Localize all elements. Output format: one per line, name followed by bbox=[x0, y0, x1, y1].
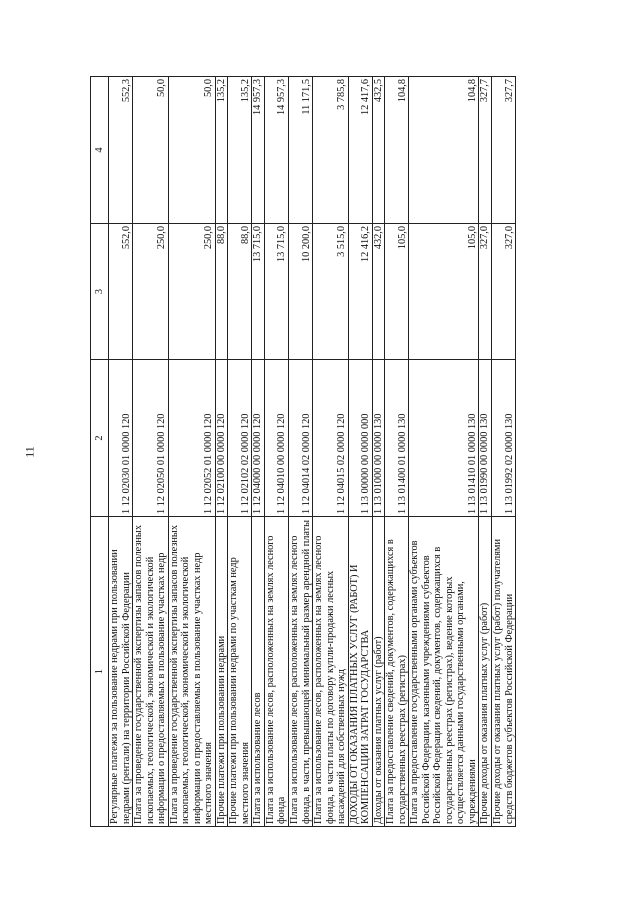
revenue-table bbox=[90, 76, 516, 827]
row-name: Доходы от оказания платных услуг (работ) bbox=[372, 517, 385, 827]
table-row bbox=[228, 77, 252, 827]
row-value-col4: 11 171,5 bbox=[288, 77, 312, 224]
row-value-col3: 88,0 bbox=[215, 224, 228, 360]
row-value-col4: 104,8 bbox=[385, 77, 409, 224]
table-row bbox=[252, 77, 265, 827]
row-value-col3: 88,0 bbox=[228, 224, 252, 360]
table-row bbox=[372, 77, 385, 827]
table-header-row bbox=[91, 77, 109, 827]
column-header: 1 bbox=[91, 517, 109, 827]
table-row bbox=[168, 77, 215, 827]
row-code: 1 13 01990 00 0000 130 bbox=[479, 360, 492, 517]
row-value-col3: 13 715,0 bbox=[264, 224, 288, 360]
row-value-col3: 552,0 bbox=[109, 224, 133, 360]
row-value-col4: 135,2 bbox=[228, 77, 252, 224]
row-name: Плата за использование лесов bbox=[252, 517, 265, 827]
row-code: 1 12 04000 00 0000 120 bbox=[252, 360, 265, 517]
row-name: Плата за проведение государственной экспертизы запасов полезных ископаемых, геологической, экономической и экологической информации о предоставляемых в пользование участках недр местного значения bbox=[168, 517, 215, 827]
row-name: Прочие доходы от оказания платных услуг (работ) получателями средств бюджетов субъектов Российской Федерации bbox=[492, 517, 516, 827]
row-value-col4: 12 417,6 bbox=[348, 77, 372, 224]
row-value-col3: 250,0 bbox=[168, 224, 215, 360]
row-name: Прочие доходы от оказания платных услуг (работ) bbox=[479, 517, 492, 827]
table-row bbox=[288, 77, 312, 827]
table-row bbox=[348, 77, 372, 827]
row-name: ДОХОДЫ ОТ ОКАЗАНИЯ ПЛАТНЫХ УСЛУГ (РАБОТ) И КОМПЕНСАЦИИ ЗАТРАТ ГОСУДАРСТВА bbox=[348, 517, 372, 827]
row-value-col3: 250,0 bbox=[133, 224, 169, 360]
row-code: 1 12 04010 00 0000 120 bbox=[264, 360, 288, 517]
row-name: Прочие платежи при пользовании недрами по участкам недр местного значения bbox=[228, 517, 252, 827]
row-value-col3: 432,0 bbox=[372, 224, 385, 360]
row-value-col4: 552,3 bbox=[109, 77, 133, 224]
row-code: 1 12 04014 02 0000 120 bbox=[288, 360, 312, 517]
row-value-col4: 327,7 bbox=[479, 77, 492, 224]
row-value-col3: 10 200,0 bbox=[288, 224, 312, 360]
row-name: Прочие платежи при пользовании недрами bbox=[215, 517, 228, 827]
row-code: 1 12 04015 02 0000 120 bbox=[313, 360, 349, 517]
table-row bbox=[479, 77, 492, 827]
row-name: Регулярные платежи за пользование недрами при пользовании недрами (рентали) на территории Российской Федерации bbox=[109, 517, 133, 827]
table-row bbox=[492, 77, 516, 827]
row-code: 1 13 01400 01 0000 130 bbox=[385, 360, 409, 517]
row-code: 1 13 01410 01 0000 130 bbox=[409, 360, 479, 517]
column-header: 3 bbox=[91, 224, 109, 360]
row-code: 1 12 02050 01 0000 120 bbox=[133, 360, 169, 517]
row-code: 1 12 02030 01 0000 120 bbox=[109, 360, 133, 517]
table-body bbox=[109, 77, 516, 827]
row-value-col4: 104,8 bbox=[409, 77, 479, 224]
rotated-table-area bbox=[90, 77, 560, 827]
row-value-col4: 135,2 bbox=[215, 77, 228, 224]
row-value-col3: 13 715,0 bbox=[252, 224, 265, 360]
row-value-col4: 50,0 bbox=[168, 77, 215, 224]
row-value-col3: 105,0 bbox=[385, 224, 409, 360]
page-number: 11 bbox=[22, 446, 37, 458]
table-row bbox=[313, 77, 349, 827]
table-row bbox=[409, 77, 479, 827]
row-value-col3: 12 416,2 bbox=[348, 224, 372, 360]
row-code: 1 12 02102 02 0000 120 bbox=[228, 360, 252, 517]
row-name: Плата за использование лесов, расположенных на землях лесного фонда, в части, превышающей минимальный размер арендной платы bbox=[288, 517, 312, 827]
row-value-col3: 327,0 bbox=[492, 224, 516, 360]
column-header: 2 bbox=[91, 360, 109, 517]
table-row bbox=[133, 77, 169, 827]
row-name: Плата за предоставление сведений, документов, содержащихся в государственных реестрах (регистрах) bbox=[385, 517, 409, 827]
row-value-col4: 432,5 bbox=[372, 77, 385, 224]
row-value-col4: 327,7 bbox=[492, 77, 516, 224]
row-code: 1 13 00000 00 0000 000 bbox=[348, 360, 372, 517]
row-name: Плата за предоставление государственными органами субъектов Российской Федерации, казенными учреждениями субъектов Российской Федерации сведений, документов, содержащихся в государственных реестрах (регистрах), ведение которых осуществляется данными государственными органами, учреждениями bbox=[409, 517, 479, 827]
row-value-col3: 105,0 bbox=[409, 224, 479, 360]
row-value-col4: 14 957,3 bbox=[264, 77, 288, 224]
row-code: 1 13 01992 02 0000 130 bbox=[492, 360, 516, 517]
table-row bbox=[385, 77, 409, 827]
row-value-col4: 3 785,8 bbox=[313, 77, 349, 224]
row-code: 1 12 02052 01 0000 120 bbox=[168, 360, 215, 517]
table-row bbox=[215, 77, 228, 827]
row-value-col3: 3 515,0 bbox=[313, 224, 349, 360]
row-name: Плата за использование лесов, расположенных на землях лесного фонда bbox=[264, 517, 288, 827]
table-row bbox=[264, 77, 288, 827]
row-value-col4: 50,0 bbox=[133, 77, 169, 224]
row-name: Плата за использование лесов, расположенных на землях лесного фонда, в части платы по договору купли-продажи лесных насаждений для собственных нужд bbox=[313, 517, 349, 827]
row-value-col4: 14 957,3 bbox=[252, 77, 265, 224]
row-code: 1 13 01000 00 0000 130 bbox=[372, 360, 385, 517]
row-value-col3: 327,0 bbox=[479, 224, 492, 360]
row-code: 1 12 02100 00 0000 120 bbox=[215, 360, 228, 517]
column-header: 4 bbox=[91, 77, 109, 224]
row-name: Плата за проведение государственной экспертизы запасов полезных ископаемых, геологической, экономической и экологической информации о предоставляемых в пользование участках недр bbox=[133, 517, 169, 827]
table-row bbox=[109, 77, 133, 827]
